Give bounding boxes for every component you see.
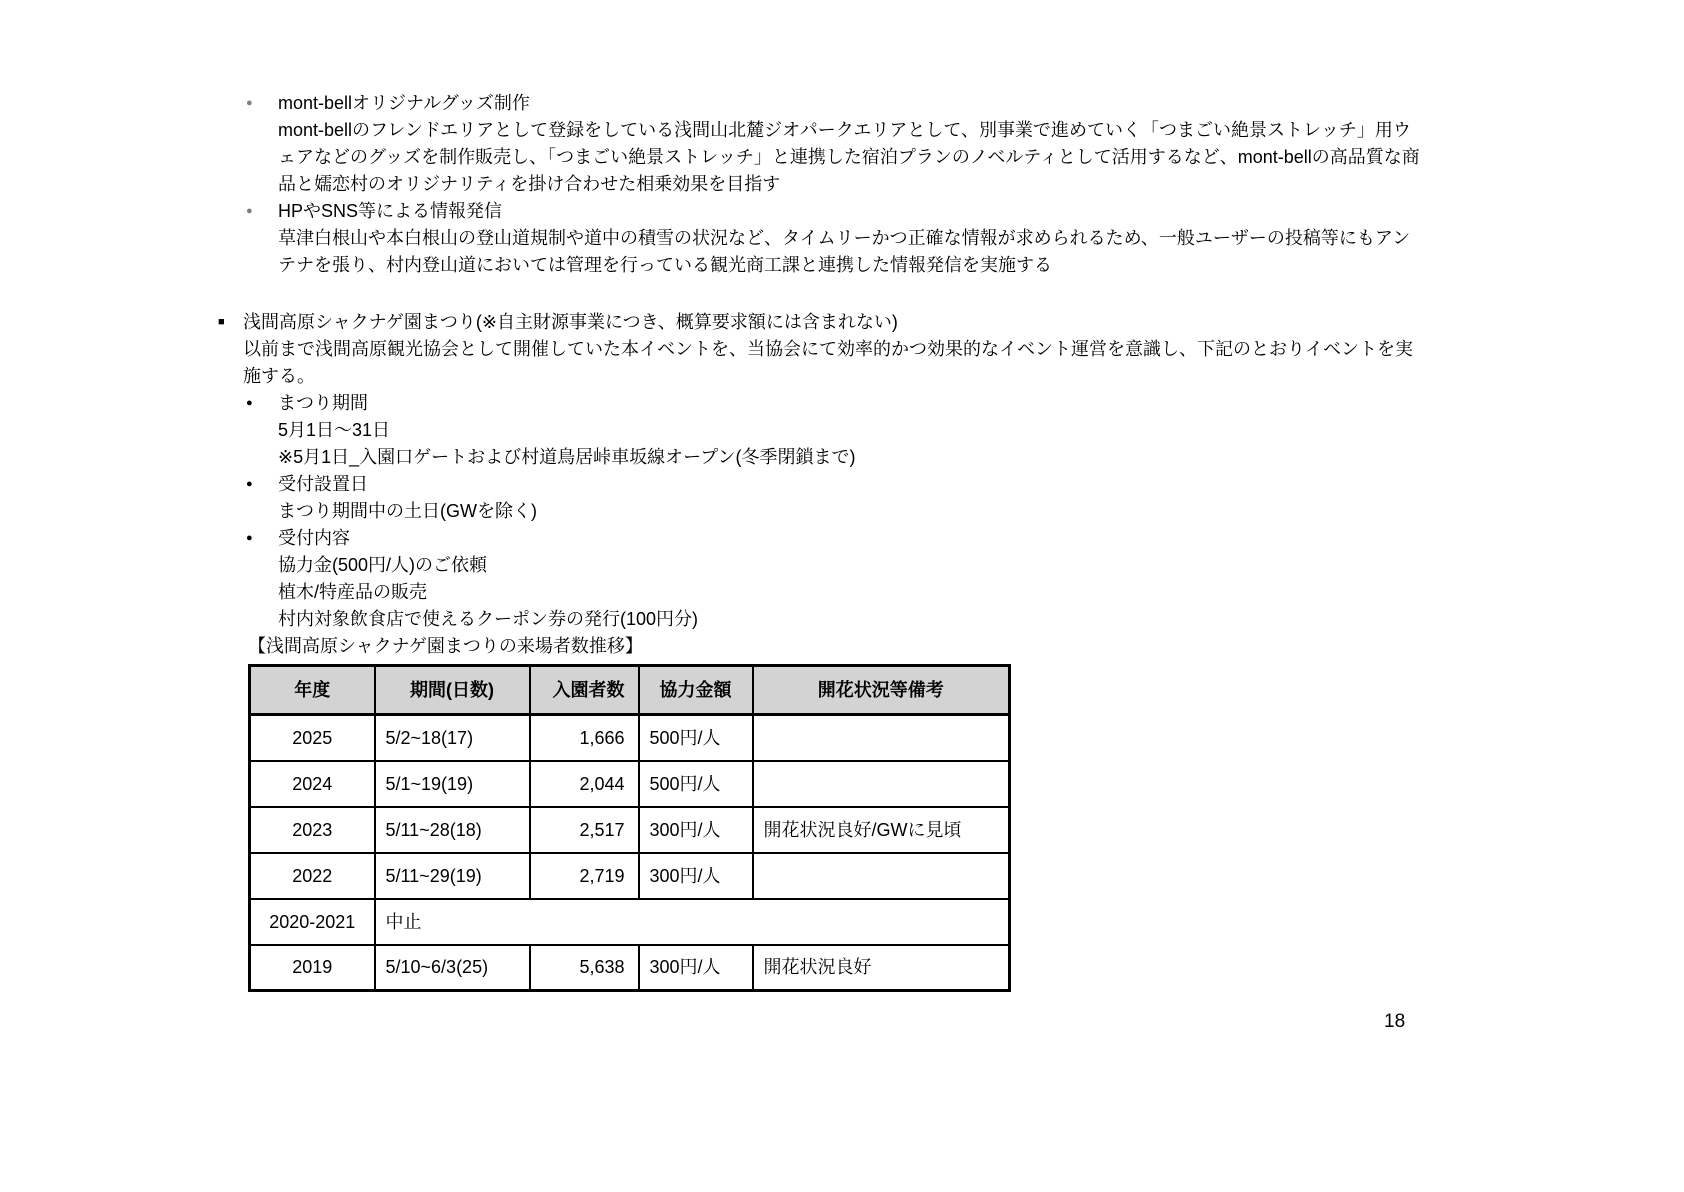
bullet-line: 植木/特産品の販売 [278, 582, 428, 602]
bullet-title: 受付内容 [278, 528, 350, 548]
cell-period: 5/11~29(19) [375, 853, 530, 899]
list-item-text [278, 471, 1428, 525]
list-item [218, 198, 1428, 279]
cell-year: 2022 [250, 853, 375, 899]
table-row [250, 807, 1010, 853]
section-heading: 浅間高原シャクナゲ園まつり(※自主財源事業につき、概算要求額には含まれない) [243, 312, 898, 332]
bullet-icon: ● [246, 532, 253, 544]
bullet-title: まつり期間 [278, 393, 368, 413]
page-content [218, 90, 1428, 992]
square-bullet-icon: ■ [218, 316, 225, 328]
table-row [250, 853, 1010, 899]
cell-period: 5/1~19(19) [375, 761, 530, 807]
col-header-year: 年度 [250, 666, 375, 715]
bullet-line: 5月1日〜31日 [278, 420, 391, 440]
bullet-line: 協力金(500円/人)のご依頼 [278, 555, 488, 575]
cell-year: 2024 [250, 761, 375, 807]
bullet-body: mont-bellのフレンドエリアとして登録をしている浅間山北麓ジオパークエリアとして、別事業で進めていく「つまごい絶景ストレッチ」用ウェアなどのグッズを制作販売し、「つまごい絶景ストレッチ」と連携した宿泊プランのノベルティとして活用するなど、mont-bellの高品質な商品と嬬恋村のオリジナリティを掛け合わせた相乗効果を目指す [278, 120, 1420, 194]
bullet-line: 村内対象飲食店で使えるクーポン券の発行(100円分) [278, 609, 699, 629]
col-header-fee: 協力金額 [639, 666, 753, 715]
cell-fee: 300円/人 [639, 945, 753, 991]
list-item [218, 471, 1428, 525]
list-item-text [278, 525, 1428, 633]
bullet-body: 草津白根山や本白根山の登山道規制や道中の積雪の状況など、タイムリーかつ正確な情報が求められるため、一般ユーザーの投稿等にもアンテナを張り、村内登山道においては管理を行っている観光商工課と連携した情報発信を実施する [278, 228, 1411, 275]
col-header-note: 開花状況等備考 [753, 666, 1010, 715]
cell-note: 開花状況良好/GWに見頃 [753, 807, 1010, 853]
cell-note [753, 853, 1010, 899]
bullet-icon: ● [246, 97, 253, 109]
cell-fee: 300円/人 [639, 853, 753, 899]
bullet-icon: ● [246, 397, 253, 409]
list-item-text [278, 90, 1428, 198]
cell-year: 2023 [250, 807, 375, 853]
section-text [243, 309, 1428, 390]
cell-cancelled: 中止 [375, 899, 1010, 945]
cell-visitors: 2,517 [530, 807, 639, 853]
page-number: 18 [1384, 1011, 1406, 1032]
table-row [250, 899, 1010, 945]
bullet-line: ※5月1日_入園口ゲートおよび村道鳥居峠車坂線オープン(冬季閉鎖まで) [278, 447, 856, 467]
cell-period: 5/10~6/3(25) [375, 945, 530, 991]
cell-note: 開花状況良好 [753, 945, 1010, 991]
section-shakunage [218, 309, 1428, 390]
list-item [218, 90, 1428, 198]
list-item-text [278, 390, 1428, 471]
table-row [250, 945, 1010, 991]
cell-year: 2020-2021 [250, 899, 375, 945]
list-item [218, 525, 1428, 633]
cell-fee: 500円/人 [639, 715, 753, 761]
cell-fee: 500円/人 [639, 761, 753, 807]
cell-fee: 300円/人 [639, 807, 753, 853]
cell-visitors: 1,666 [530, 715, 639, 761]
bullet-icon: ● [246, 205, 253, 217]
table-row [250, 761, 1010, 807]
bullet-line: まつり期間中の土日(GWを除く) [278, 501, 537, 521]
cell-year: 2019 [250, 945, 375, 991]
cell-visitors: 5,638 [530, 945, 639, 991]
cell-period: 5/2~18(17) [375, 715, 530, 761]
bullet-title: 受付設置日 [278, 474, 368, 494]
table-row [250, 715, 1010, 761]
cell-year: 2025 [250, 715, 375, 761]
bullet-title: HPやSNS等による情報発信 [278, 201, 503, 221]
cell-visitors: 2,719 [530, 853, 639, 899]
list-item-text [278, 198, 1428, 279]
cell-period: 5/11~28(18) [375, 807, 530, 853]
cell-note [753, 715, 1010, 761]
section-intro: 以前まで浅間高原観光協会として開催していた本イベントを、当協会にて効率的かつ効果的なイベント運営を意識し、下記のとおりイベントを実施する。 [243, 339, 1413, 386]
table-header-row [250, 666, 1010, 715]
visitors-table [248, 664, 1011, 992]
col-header-period: 期間(日数) [375, 666, 530, 715]
bullet-title: mont-bellオリジナルグッズ制作 [278, 93, 530, 113]
table-caption: 【浅間高原シャクナゲ園まつりの来場者数推移】 [248, 636, 643, 656]
cell-note [753, 761, 1010, 807]
list-item [218, 390, 1428, 471]
bullet-icon: ● [246, 478, 253, 490]
col-header-visitors: 入園者数 [530, 666, 639, 715]
cell-visitors: 2,044 [530, 761, 639, 807]
